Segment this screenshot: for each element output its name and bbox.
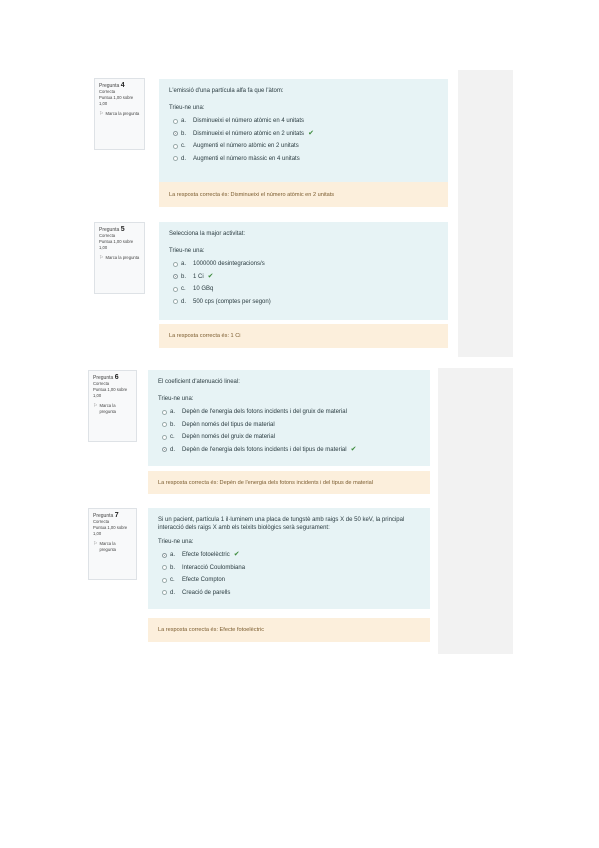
answer-text: Disminueixi el número atòmic en 4 unitats — [193, 118, 305, 125]
answer-radio[interactable] — [162, 422, 167, 427]
answer-option[interactable] — [169, 283, 438, 296]
answer-text: Depèn de l'energia dels fotons incidents i del gruix de material — [182, 409, 347, 416]
answer-letter: d. — [170, 589, 176, 596]
answer-radio[interactable] — [173, 119, 178, 124]
answer-option[interactable] — [158, 419, 420, 432]
feedback-box — [148, 618, 430, 642]
feedback-box — [159, 182, 448, 207]
answer-letter: b. — [181, 273, 187, 280]
answer-radio[interactable] — [173, 274, 178, 279]
answer-radio[interactable] — [173, 156, 178, 161]
question-score: Puntua 1,00 sobre 1,00 — [99, 95, 134, 106]
question-content — [148, 508, 430, 609]
feedback-text: La resposta correcta és: Efecte fotoelèctric — [158, 627, 265, 633]
question-status: Correcta — [99, 233, 116, 238]
answer-text: Efecte Compton — [182, 577, 226, 584]
answer-option[interactable] — [169, 128, 438, 141]
answer-radio[interactable] — [173, 287, 178, 292]
sidebar-panel-top — [458, 70, 513, 357]
sidebar-panel-bottom — [438, 368, 513, 654]
answer-text: Depèn de l'energia dels fotons incidents i del tipus de material — [182, 446, 347, 453]
answer-text: 1000000 desintegracions/s — [193, 261, 265, 268]
answer-option[interactable] — [158, 431, 420, 444]
answer-letter: d. — [170, 446, 176, 453]
question-text: Si un pacient, partícula 1 il·luminem una placa de tungstè amb raigs X de 50 keV, la principal interacció dels raigs X amb els teixits biològics serà segurament: — [158, 517, 405, 531]
answer-text: Depèn només del tipus de material — [182, 421, 275, 428]
answer-text: Augmenti el número màssic en 4 unitats — [193, 155, 300, 162]
question-status: Correcta — [99, 89, 116, 94]
answer-prompt: Trieu-ne una: — [158, 396, 194, 402]
correct-check-icon: ✔ — [233, 551, 240, 559]
answer-letter: b. — [170, 564, 176, 571]
answer-radio[interactable] — [162, 435, 167, 440]
correct-check-icon: ✔ — [207, 272, 214, 280]
answer-list — [158, 406, 420, 456]
answer-option[interactable] — [158, 406, 420, 419]
answer-prompt: Trieu-ne una: — [169, 105, 205, 111]
question-score: Puntua 1,00 sobre 1,00 — [99, 239, 134, 250]
question-score: Puntua 1,00 sobre 1,00 — [93, 387, 128, 398]
feedback-text: La resposta correcta és: 1 Ci — [169, 333, 241, 339]
answer-text: Efecte fotoelèctric — [182, 552, 230, 559]
answer-radio[interactable] — [162, 410, 167, 415]
flag-question-link[interactable]: ⚐ Marca la pregunta — [93, 403, 117, 414]
answer-option[interactable] — [169, 271, 438, 284]
answer-option[interactable] — [169, 140, 438, 153]
question-text: Selecciona la major activitat: — [169, 231, 246, 237]
flag-icon: ⚐ — [93, 541, 98, 547]
answer-option[interactable] — [169, 153, 438, 166]
flag-icon: ⚐ — [93, 403, 98, 409]
answer-text: Creació de parells — [182, 589, 231, 596]
feedback-box — [159, 324, 448, 348]
answer-radio[interactable] — [173, 262, 178, 267]
answer-prompt: Trieu-ne una: — [169, 248, 205, 254]
flag-question-link[interactable]: ⚐ Marca la pregunta — [99, 255, 140, 261]
answer-letter: a. — [181, 118, 187, 125]
question-text: El coeficient d'atenuació lineal: — [158, 379, 240, 385]
answer-option[interactable] — [158, 574, 420, 587]
answer-letter: b. — [181, 130, 187, 137]
answer-radio[interactable] — [173, 131, 178, 136]
answer-letter: d. — [181, 298, 187, 305]
answer-letter: c. — [170, 434, 175, 441]
answer-text: 500 cps (comptes per segon) — [193, 298, 271, 305]
question-info — [94, 78, 145, 150]
answer-radio[interactable] — [162, 578, 167, 583]
answer-option[interactable] — [158, 587, 420, 600]
feedback-box — [148, 471, 430, 494]
flag-icon: ⚐ — [99, 111, 104, 117]
flag-icon: ⚐ — [99, 255, 104, 261]
question-number: Pregunta 5 — [99, 226, 125, 233]
question-content — [148, 370, 430, 466]
answer-letter: c. — [170, 577, 175, 584]
answer-list — [158, 549, 420, 599]
answer-text: Disminueixi el número atòmic en 2 unitats — [193, 130, 305, 137]
answer-option[interactable] — [158, 562, 420, 575]
answer-radio[interactable] — [162, 590, 167, 595]
answer-option[interactable] — [169, 115, 438, 128]
correct-check-icon: ✔ — [308, 129, 314, 137]
question-info — [88, 508, 137, 580]
question-text: L'emissió d'una partícula alfa fa que l'àtom: — [169, 88, 284, 94]
answer-letter: c. — [181, 143, 186, 150]
answer-option[interactable] — [169, 296, 438, 309]
answer-radio[interactable] — [173, 299, 178, 304]
question-number: Pregunta 7 — [93, 512, 119, 519]
question-number: Pregunta 6 — [93, 374, 119, 381]
flag-question-link[interactable]: ⚐ Marca la pregunta — [99, 111, 140, 117]
answer-option[interactable] — [169, 258, 438, 271]
answer-radio[interactable] — [162, 447, 167, 452]
answer-text: Augmenti el número atòmic en 2 unitats — [193, 143, 299, 150]
answer-letter: a. — [170, 409, 176, 416]
answer-radio[interactable] — [173, 144, 178, 149]
answer-text: 1 Ci — [193, 273, 204, 280]
answer-letter: d. — [181, 155, 187, 162]
question-status: Correcta — [93, 381, 110, 386]
feedback-text: La resposta correcta és: Depèn de l'energia dels fotons incidents i del tipus de material — [158, 479, 373, 486]
answer-text: 10 GBq — [193, 286, 214, 293]
answer-prompt: Trieu-ne una: — [158, 539, 194, 545]
flag-question-link[interactable]: ⚐ Marca la pregunta — [93, 541, 117, 552]
correct-check-icon: ✔ — [350, 445, 357, 453]
feedback-text: La resposta correcta és: Disminueixi el número atòmic en 2 unitats — [169, 191, 335, 198]
answer-text: Interacció Coulombiana — [182, 564, 246, 571]
answer-option[interactable] — [158, 549, 420, 562]
question-content — [159, 79, 448, 183]
answer-letter: c. — [181, 286, 186, 293]
answer-letter: a. — [170, 552, 176, 559]
answer-list — [169, 258, 438, 308]
answer-letter: b. — [170, 421, 176, 428]
answer-radio[interactable] — [162, 565, 167, 570]
question-info — [88, 370, 137, 442]
answer-text: Depèn només del gruix de material — [182, 434, 276, 441]
answer-option[interactable] — [158, 444, 420, 457]
answer-letter: a. — [181, 261, 187, 268]
question-info — [94, 222, 145, 294]
question-score: Puntua 1,00 sobre 1,00 — [93, 525, 128, 536]
question-content — [159, 222, 448, 320]
question-status: Correcta — [93, 519, 110, 524]
answer-list — [169, 115, 438, 165]
question-number: Pregunta 4 — [99, 82, 125, 89]
answer-radio[interactable] — [162, 553, 167, 558]
